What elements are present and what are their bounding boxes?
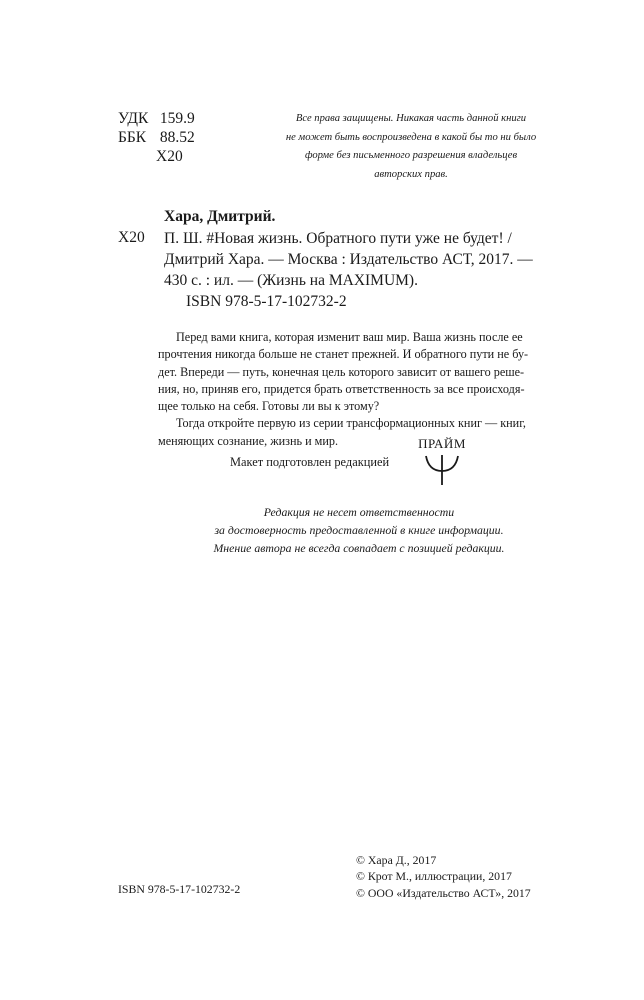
rights-line: авторских прав. [374, 168, 448, 180]
rights-line: форме без письменного разрешения владельцев [304, 150, 518, 161]
prime-logo [412, 437, 472, 487]
rights-line: Все права защищены. Никакая часть данной книги [295, 113, 527, 124]
author-mark: Х20 [156, 148, 183, 165]
author-heading: Хара, Дмитрий. [164, 208, 276, 225]
udk-label: УДК [118, 110, 149, 127]
annotation-line: щее только на себя. Готовы ли вы к этому? [158, 399, 380, 414]
rights-line: не может быть воспроизведена в какой бы то ни было [285, 131, 537, 143]
catalog-code: Х20 [118, 229, 145, 246]
disclaimer-line: Мнение автора не всегда совпадает с позицией редакции. [213, 540, 505, 555]
udk-row [118, 109, 195, 129]
biblio-line: П. Ш. #Новая жизнь. Обратного пути уже не будет! / [164, 230, 512, 247]
disclaimer-line: Редакция не несет ответственности [263, 505, 455, 519]
annotation-line: меняющих сознание, жизнь и мир. [158, 433, 339, 448]
copyright-line: © Крот М., иллюстрации, 2017 [356, 869, 512, 884]
annotation-line: прочтения никогда больше не станет прежней. И обратного пути не бу- [158, 347, 529, 362]
publisher-note: Макет подготовлен редакцией [230, 455, 390, 469]
psi-icon [412, 447, 472, 487]
udk-value: 159.9 [159, 110, 195, 127]
bbk-label: ББК [118, 129, 147, 146]
editorial-disclaimer [152, 504, 566, 557]
bbk-value: 88.52 [159, 129, 195, 146]
copyright-line: © Хара Д., 2017 [356, 853, 437, 867]
bbk-row [118, 128, 195, 148]
logo-text: ПРАЙМ [418, 436, 466, 451]
annotation-line: дет. Впереди — путь, конечная цель которого зависит от вашего реше- [158, 364, 525, 379]
footer-isbn: ISBN 978-5-17-102732-2 [118, 882, 241, 896]
biblio-line: 430 с. : ил. — (Жизнь на MAXIMUM). [164, 272, 418, 289]
annotation-line: Тогда откройте первую из серии трансформационных книг — книг, [176, 416, 526, 431]
disclaimer-line: за достоверность предоставленной в книге информации. [214, 522, 504, 537]
annotation [158, 329, 566, 450]
catalog-isbn: ISBN 978-5-17-102732-2 [186, 293, 347, 310]
copyright-block [356, 852, 531, 901]
annotation-line: ния, но, приняв его, придется брать ответственность за все происходя- [158, 381, 525, 396]
bibliographic-description [164, 228, 564, 291]
rights-notice [262, 110, 560, 184]
annotation-line: Перед вами книга, которая изменит ваш мир. Ваша жизнь после ее [176, 330, 523, 344]
biblio-line: Дмитрий Хара. — Москва : Издательство АСТ, 2017. — [164, 251, 533, 268]
copyright-line: © ООО «Издательство АСТ», 2017 [356, 885, 531, 900]
